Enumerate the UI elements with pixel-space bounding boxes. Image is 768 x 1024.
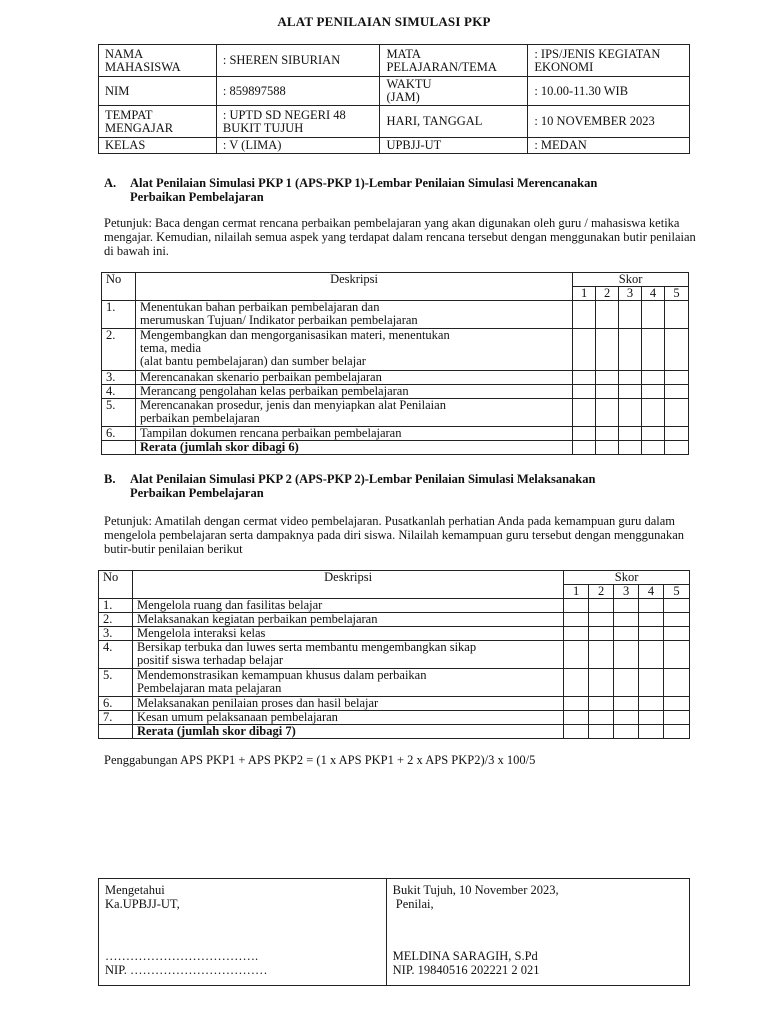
average-score-cell[interactable] — [564, 725, 589, 739]
score-cell[interactable] — [564, 627, 589, 641]
score-cell[interactable] — [573, 301, 596, 329]
score-cell[interactable] — [573, 329, 596, 371]
identity-value: : 859897588 — [216, 77, 380, 106]
score-cell[interactable] — [664, 371, 688, 385]
score-cell[interactable] — [642, 329, 665, 371]
identity-value: : UPTD SD NEGERI 48 BUKIT TUJUH — [216, 106, 380, 138]
document-title: ALAT PENILAIAN SIMULASI PKP — [277, 14, 491, 29]
score-cell[interactable] — [589, 613, 614, 627]
score-cell[interactable] — [664, 427, 688, 441]
score-cell[interactable] — [642, 427, 665, 441]
formula-text: Penggabungan APS PKP1 + APS PKP2 = (1 x APS PKP1 + 2 x APS PKP2)/3 x 100/5 — [104, 753, 536, 767]
average-score-cell[interactable] — [573, 441, 596, 455]
section-b-heading-line2: Perbaikan Pembelajaran — [130, 486, 264, 500]
score-cell[interactable] — [589, 641, 614, 669]
table-row — [99, 711, 690, 725]
score-cell[interactable] — [664, 669, 690, 697]
row-number: 1. — [102, 301, 136, 329]
score-cell[interactable] — [664, 385, 688, 399]
approver-cell — [99, 879, 387, 986]
score-cell[interactable] — [639, 613, 664, 627]
score-scale-1: 1 — [573, 287, 596, 301]
score-cell[interactable] — [614, 697, 639, 711]
score-cell[interactable] — [619, 301, 642, 329]
row-number: 5. — [102, 399, 136, 427]
score-cell[interactable] — [639, 599, 664, 613]
score-cell[interactable] — [664, 711, 690, 725]
section-a-instruction: Petunjuk: Baca dengan cermat rencana perbaikan pembelajaran yang akan digunakan oleh guru / mahasiswa ketika mengajar. Kemudian, nilailah semua aspek yang terdapat dalam rencana tersebut dengan menggunakan butir penilaian di bawah ini. — [104, 216, 696, 258]
score-cell[interactable] — [639, 669, 664, 697]
identity-row — [99, 106, 690, 138]
average-no — [102, 441, 136, 455]
score-cell[interactable] — [664, 697, 690, 711]
identity-value: : MEDAN — [528, 138, 690, 154]
score-cell[interactable] — [639, 641, 664, 669]
score-cell[interactable] — [589, 711, 614, 725]
table-row — [99, 641, 690, 669]
row-number: 2. — [99, 613, 133, 627]
identity-table — [98, 44, 690, 154]
average-score-cell[interactable] — [664, 441, 688, 455]
header-no: No — [99, 571, 133, 599]
aps-pkp2-table — [98, 570, 690, 739]
score-cell[interactable] — [596, 329, 619, 371]
score-cell[interactable] — [614, 711, 639, 725]
section-b-letter: B. — [104, 472, 116, 486]
score-cell[interactable] — [596, 399, 619, 427]
score-cell[interactable] — [564, 641, 589, 669]
average-label: Rerata (jumlah skor dibagi 6) — [135, 441, 572, 455]
row-description: Mendemonstrasikan kemampuan khusus dalam perbaikan Pembelajaran mata pelajaran — [132, 669, 563, 697]
score-cell[interactable] — [589, 599, 614, 613]
header-score: Skor — [564, 571, 690, 585]
table-row — [102, 329, 689, 371]
score-cell[interactable] — [614, 599, 639, 613]
score-cell[interactable] — [664, 627, 690, 641]
average-label: Rerata (jumlah skor dibagi 7) — [132, 725, 563, 739]
score-cell[interactable] — [596, 385, 619, 399]
row-number: 1. — [99, 599, 133, 613]
score-cell[interactable] — [573, 371, 596, 385]
score-scale-4: 4 — [639, 585, 664, 599]
table-row — [102, 301, 689, 329]
score-cell[interactable] — [589, 669, 614, 697]
row-description: Mengelola interaksi kelas — [132, 627, 563, 641]
score-cell[interactable] — [614, 627, 639, 641]
assessor-name: MELDINA SARAGIH, S.Pd — [392, 949, 538, 963]
table-header-row — [99, 571, 690, 585]
section-a-heading-line1: Alat Penilaian Simulasi PKP 1 (APS-PKP 1)-Lembar Penilaian Simulasi Merencanakan — [130, 176, 598, 190]
header-score: Skor — [573, 273, 689, 287]
row-number: 6. — [99, 697, 133, 711]
score-cell[interactable] — [642, 371, 665, 385]
score-cell[interactable] — [619, 329, 642, 371]
place-date: Bukit Tujuh, 10 November 2023, — [392, 883, 559, 897]
score-cell[interactable] — [664, 641, 690, 669]
table-row — [102, 399, 689, 427]
score-cell[interactable] — [596, 301, 619, 329]
approver-label: Mengetahui — [105, 883, 165, 897]
row-description: Bersikap terbuka dan luwes serta membantu mengembangkan sikap positif siswa terhadap belajar — [132, 641, 563, 669]
identity-value: : 10 NOVEMBER 2023 — [528, 106, 690, 138]
row-number: 2. — [102, 329, 136, 371]
row-description: Merencanakan prosedur, jenis dan menyiapkan alat Penilaian perbaikan pembelajaran — [135, 399, 572, 427]
score-cell[interactable] — [573, 385, 596, 399]
score-cell[interactable] — [642, 385, 665, 399]
identity-label: HARI, TANGGAL — [380, 106, 528, 138]
identity-label: KELAS — [99, 138, 217, 154]
identity-value: : V (LIMA) — [216, 138, 380, 154]
row-description: Mengembangkan dan mengorganisasikan materi, menentukan tema, media (alat bantu pembelajaran) dan sumber belajar — [135, 329, 572, 371]
identity-row — [99, 45, 690, 77]
score-scale-2: 2 — [589, 585, 614, 599]
approver-nip: NIP. …………………………… — [105, 963, 268, 977]
row-description: Melaksanakan kegiatan perbaikan pembelajaran — [132, 613, 563, 627]
score-cell[interactable] — [664, 329, 688, 371]
assessor-label: Penilai, — [392, 897, 434, 911]
identity-value: : IPS/JENIS KEGIATAN EKONOMI — [528, 45, 690, 77]
score-scale-2: 2 — [596, 287, 619, 301]
score-scale-5: 5 — [664, 287, 688, 301]
score-cell[interactable] — [564, 613, 589, 627]
table-row — [102, 427, 689, 441]
score-cell[interactable] — [619, 371, 642, 385]
identity-label: NIM — [99, 77, 217, 106]
score-cell[interactable] — [619, 385, 642, 399]
score-cell[interactable] — [619, 399, 642, 427]
identity-value: : 10.00-11.30 WIB — [528, 77, 690, 106]
row-number: 4. — [99, 641, 133, 669]
table-row — [99, 599, 690, 613]
table-row — [102, 371, 689, 385]
table-row — [102, 385, 689, 399]
identity-label: NAMA MAHASISWA — [99, 45, 217, 77]
row-number: 6. — [102, 427, 136, 441]
score-scale-3: 3 — [614, 585, 639, 599]
row-number: 4. — [102, 385, 136, 399]
identity-label: UPBJJ-UT — [380, 138, 528, 154]
score-cell[interactable] — [664, 301, 688, 329]
score-cell[interactable] — [664, 599, 690, 613]
row-number: 3. — [99, 627, 133, 641]
score-cell[interactable] — [564, 599, 589, 613]
row-description: Melaksanakan penilaian proses dan hasil belajar — [132, 697, 563, 711]
average-score-cell[interactable] — [642, 441, 665, 455]
assessor-cell — [386, 879, 689, 986]
score-cell[interactable] — [639, 711, 664, 725]
identity-value: : SHEREN SIBURIAN — [216, 45, 380, 77]
score-cell[interactable] — [614, 641, 639, 669]
table-row — [99, 669, 690, 697]
score-cell[interactable] — [573, 427, 596, 441]
header-no: No — [102, 273, 136, 301]
row-description: Menentukan bahan perbaikan pembelajaran dan merumuskan Tujuan/ Indikator perbaikan pembelajaran — [135, 301, 572, 329]
score-cell[interactable] — [589, 697, 614, 711]
section-a-heading — [104, 176, 704, 204]
section-a-letter: A. — [104, 176, 117, 190]
row-description: Merancang pengolahan kelas perbaikan pembelajaran — [135, 385, 572, 399]
score-cell[interactable] — [564, 711, 589, 725]
signature-table — [98, 878, 690, 986]
score-cell[interactable] — [619, 427, 642, 441]
score-cell[interactable] — [664, 613, 690, 627]
score-cell[interactable] — [564, 697, 589, 711]
score-cell[interactable] — [642, 301, 665, 329]
score-cell[interactable] — [596, 427, 619, 441]
table-row — [99, 613, 690, 627]
average-no — [99, 725, 133, 739]
score-cell[interactable] — [596, 371, 619, 385]
score-scale-3: 3 — [619, 287, 642, 301]
score-cell[interactable] — [564, 669, 589, 697]
section-a-heading-line2: Perbaikan Pembelajaran — [130, 190, 264, 204]
row-description: Tampilan dokumen rencana perbaikan pembelajaran — [135, 427, 572, 441]
row-description: Mengelola ruang dan fasilitas belajar — [132, 599, 563, 613]
aps-pkp1-table — [101, 272, 689, 455]
identity-label: WAKTU (JAM) — [380, 77, 528, 106]
average-score-cell[interactable] — [589, 725, 614, 739]
row-number: 7. — [99, 711, 133, 725]
table-row — [99, 697, 690, 711]
score-cell[interactable] — [639, 697, 664, 711]
row-number: 3. — [102, 371, 136, 385]
average-score-cell[interactable] — [639, 725, 664, 739]
approver-name-placeholder: ………………………………. — [105, 949, 259, 963]
score-scale-1: 1 — [564, 585, 589, 599]
score-cell[interactable] — [614, 613, 639, 627]
score-scale-5: 5 — [664, 585, 690, 599]
row-description: Merencanakan skenario perbaikan pembelajaran — [135, 371, 572, 385]
score-cell[interactable] — [573, 399, 596, 427]
score-cell[interactable] — [664, 399, 688, 427]
score-cell[interactable] — [614, 669, 639, 697]
identity-label: TEMPAT MENGAJAR — [99, 106, 217, 138]
score-cell[interactable] — [639, 627, 664, 641]
approver-title: Ka.UPBJJ-UT, — [105, 897, 180, 911]
average-row — [99, 725, 690, 739]
row-description: Kesan umum pelaksanaan pembelajaran — [132, 711, 563, 725]
average-score-cell[interactable] — [619, 441, 642, 455]
average-score-cell[interactable] — [614, 725, 639, 739]
table-row — [99, 627, 690, 641]
average-row — [102, 441, 689, 455]
header-description: Deskripsi — [132, 571, 563, 599]
identity-row — [99, 77, 690, 106]
section-b-heading-line1: Alat Penilaian Simulasi PKP 2 (APS-PKP 2)-Lembar Penilaian Simulasi Melaksanakan — [130, 472, 596, 486]
average-score-cell[interactable] — [596, 441, 619, 455]
section-b-heading — [104, 472, 704, 500]
score-cell[interactable] — [642, 399, 665, 427]
score-scale-4: 4 — [642, 287, 665, 301]
identity-label: MATA PELAJARAN/TEMA — [380, 45, 528, 77]
assessor-nip: NIP. 19840516 202221 2 021 — [392, 963, 540, 977]
row-number: 5. — [99, 669, 133, 697]
average-score-cell[interactable] — [664, 725, 690, 739]
score-cell[interactable] — [589, 627, 614, 641]
identity-row — [99, 138, 690, 154]
header-description: Deskripsi — [135, 273, 572, 301]
table-header-row — [102, 273, 689, 287]
section-b-instruction: Petunjuk: Amatilah dengan cermat video pembelajaran. Pusatkanlah perhatian Anda pada kemampuan guru dalam mengelola pembelajaran serta dampaknya pada diri siswa. Nilailah kemampuan guru tersebut dengan menggunakan butir-butir penilaian berikut — [104, 514, 685, 556]
